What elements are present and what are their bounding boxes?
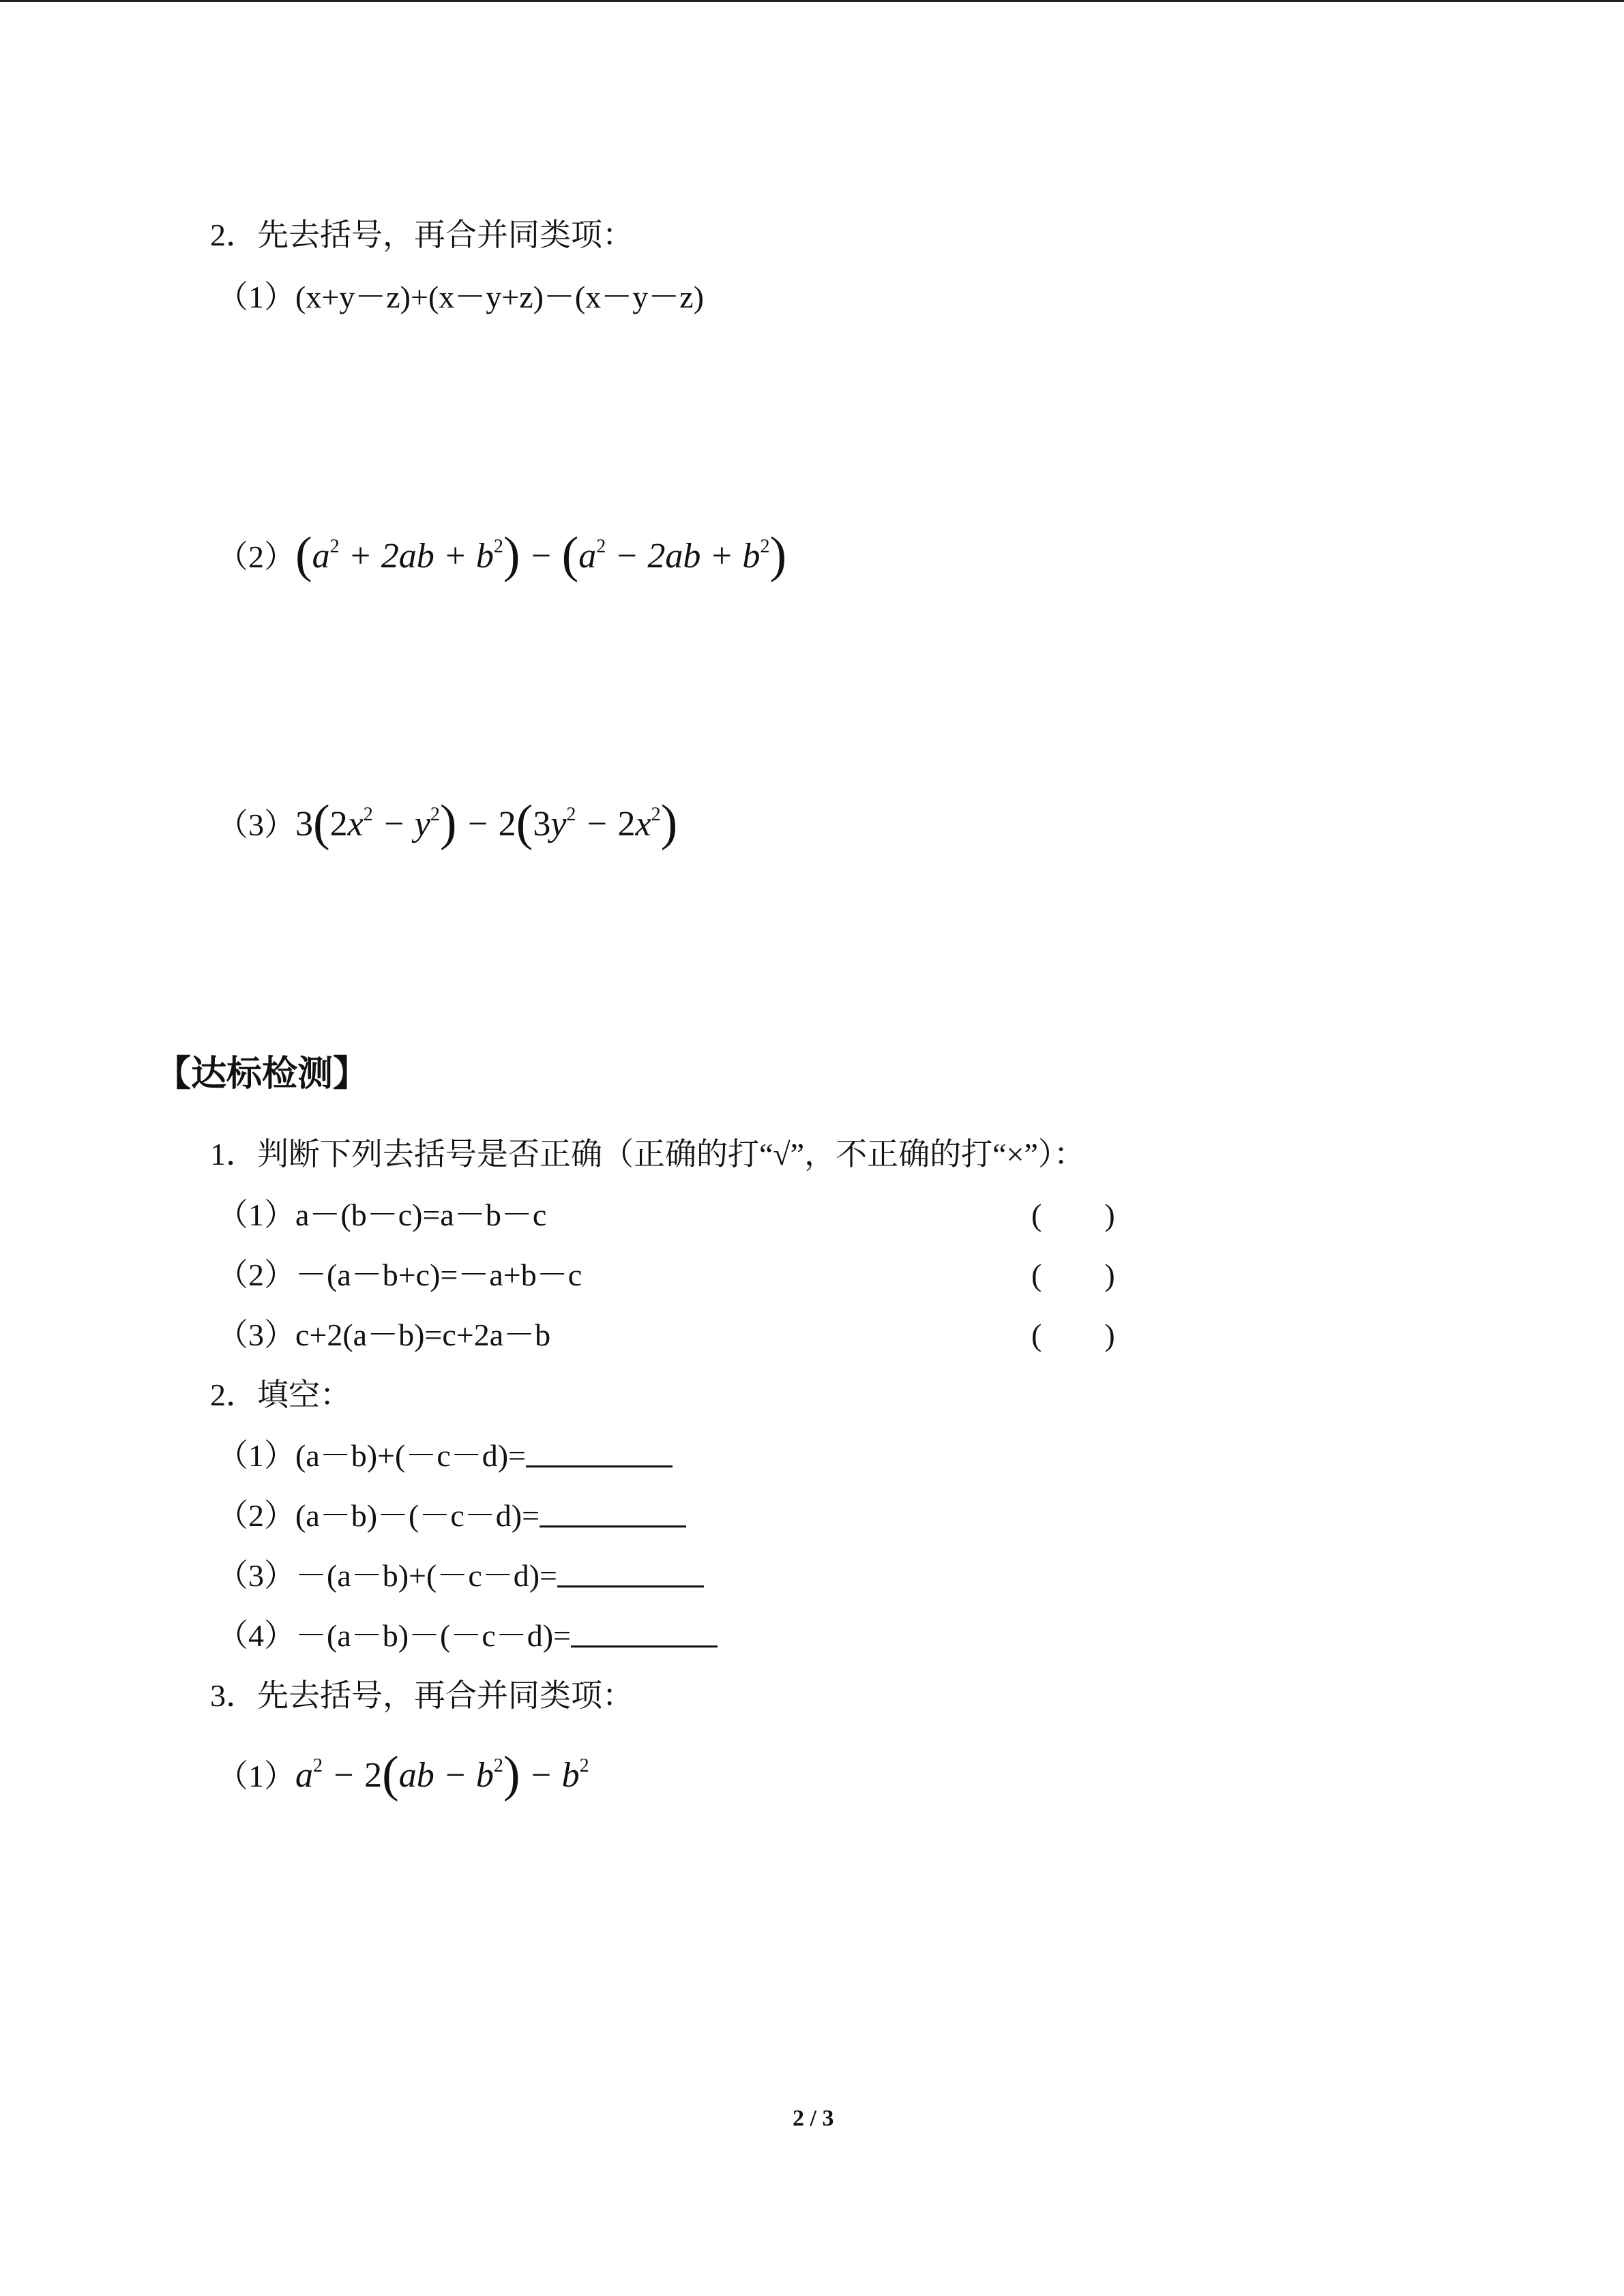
item-label: （3） [217,807,295,842]
answer-bracket[interactable]: ( ) [1031,1197,1115,1232]
judge-item-3: （3）c+2(a－b)=c+2a－b [217,1317,551,1352]
fill-item-text: （3）－(a－b)+(－c－d)= [217,1558,557,1593]
math-expression: $a^2 - 2(ab - b^2) - b^2$ [295,1746,589,1802]
answer-blank[interactable] [571,1617,718,1648]
answer-blank[interactable] [557,1557,704,1587]
question-2-item-1: （1）(x+y－z)+(x－y+z)－(x－y－z) [217,280,704,314]
answer-bracket[interactable]: ( ) [1031,1257,1115,1292]
simplify-item-1 [217,1746,589,1802]
math-expression: $(a^2 + 2ab + b^2) - (a^2 - 2ab + b^2)$ [295,527,787,583]
judge-item-1: （1）a－(b－c)=a－b－c [217,1197,547,1232]
judge-question-title: 1．判断下列去括号是否正确（正确的打“√”，不正确的打“×”）： [210,1137,1085,1172]
fill-item-text: （4）－(a－b)－(－c－d)= [217,1618,572,1653]
fill-item-text: （1）(a－b)+(－c－d)= [217,1438,526,1473]
top-border [0,0,1624,2]
fill-item-4 [217,1615,718,1656]
answer-blank[interactable] [526,1437,673,1467]
fill-item-3 [217,1555,704,1596]
page-number: 2 / 3 [793,2106,834,2131]
answer-bracket[interactable]: ( ) [1031,1317,1115,1352]
item-label: （2） [217,539,295,574]
question-2-item-2 [217,526,787,583]
section-heading: 【达标检测】 [156,1054,369,1094]
simplify-question-title: 3．先去括号，再合并同类项： [210,1678,634,1713]
fill-item-1 [217,1435,673,1476]
fill-question-title: 2．填空： [210,1377,351,1412]
question-2-title: 2．先去括号，再合并同类项： [210,218,634,252]
item-label: （1） [217,1759,295,1793]
answer-blank[interactable] [540,1497,686,1527]
fill-item-2 [217,1495,686,1536]
judge-item-2: （2）－(a－b+c)=－a+b－c [217,1257,582,1292]
fill-item-text: （2）(a－b)－(－c－d)= [217,1498,540,1533]
question-2-item-3 [217,794,678,851]
math-expression: $3(2x^2 - y^2) - 2(3y^2 - 2x^2)$ [295,795,678,851]
